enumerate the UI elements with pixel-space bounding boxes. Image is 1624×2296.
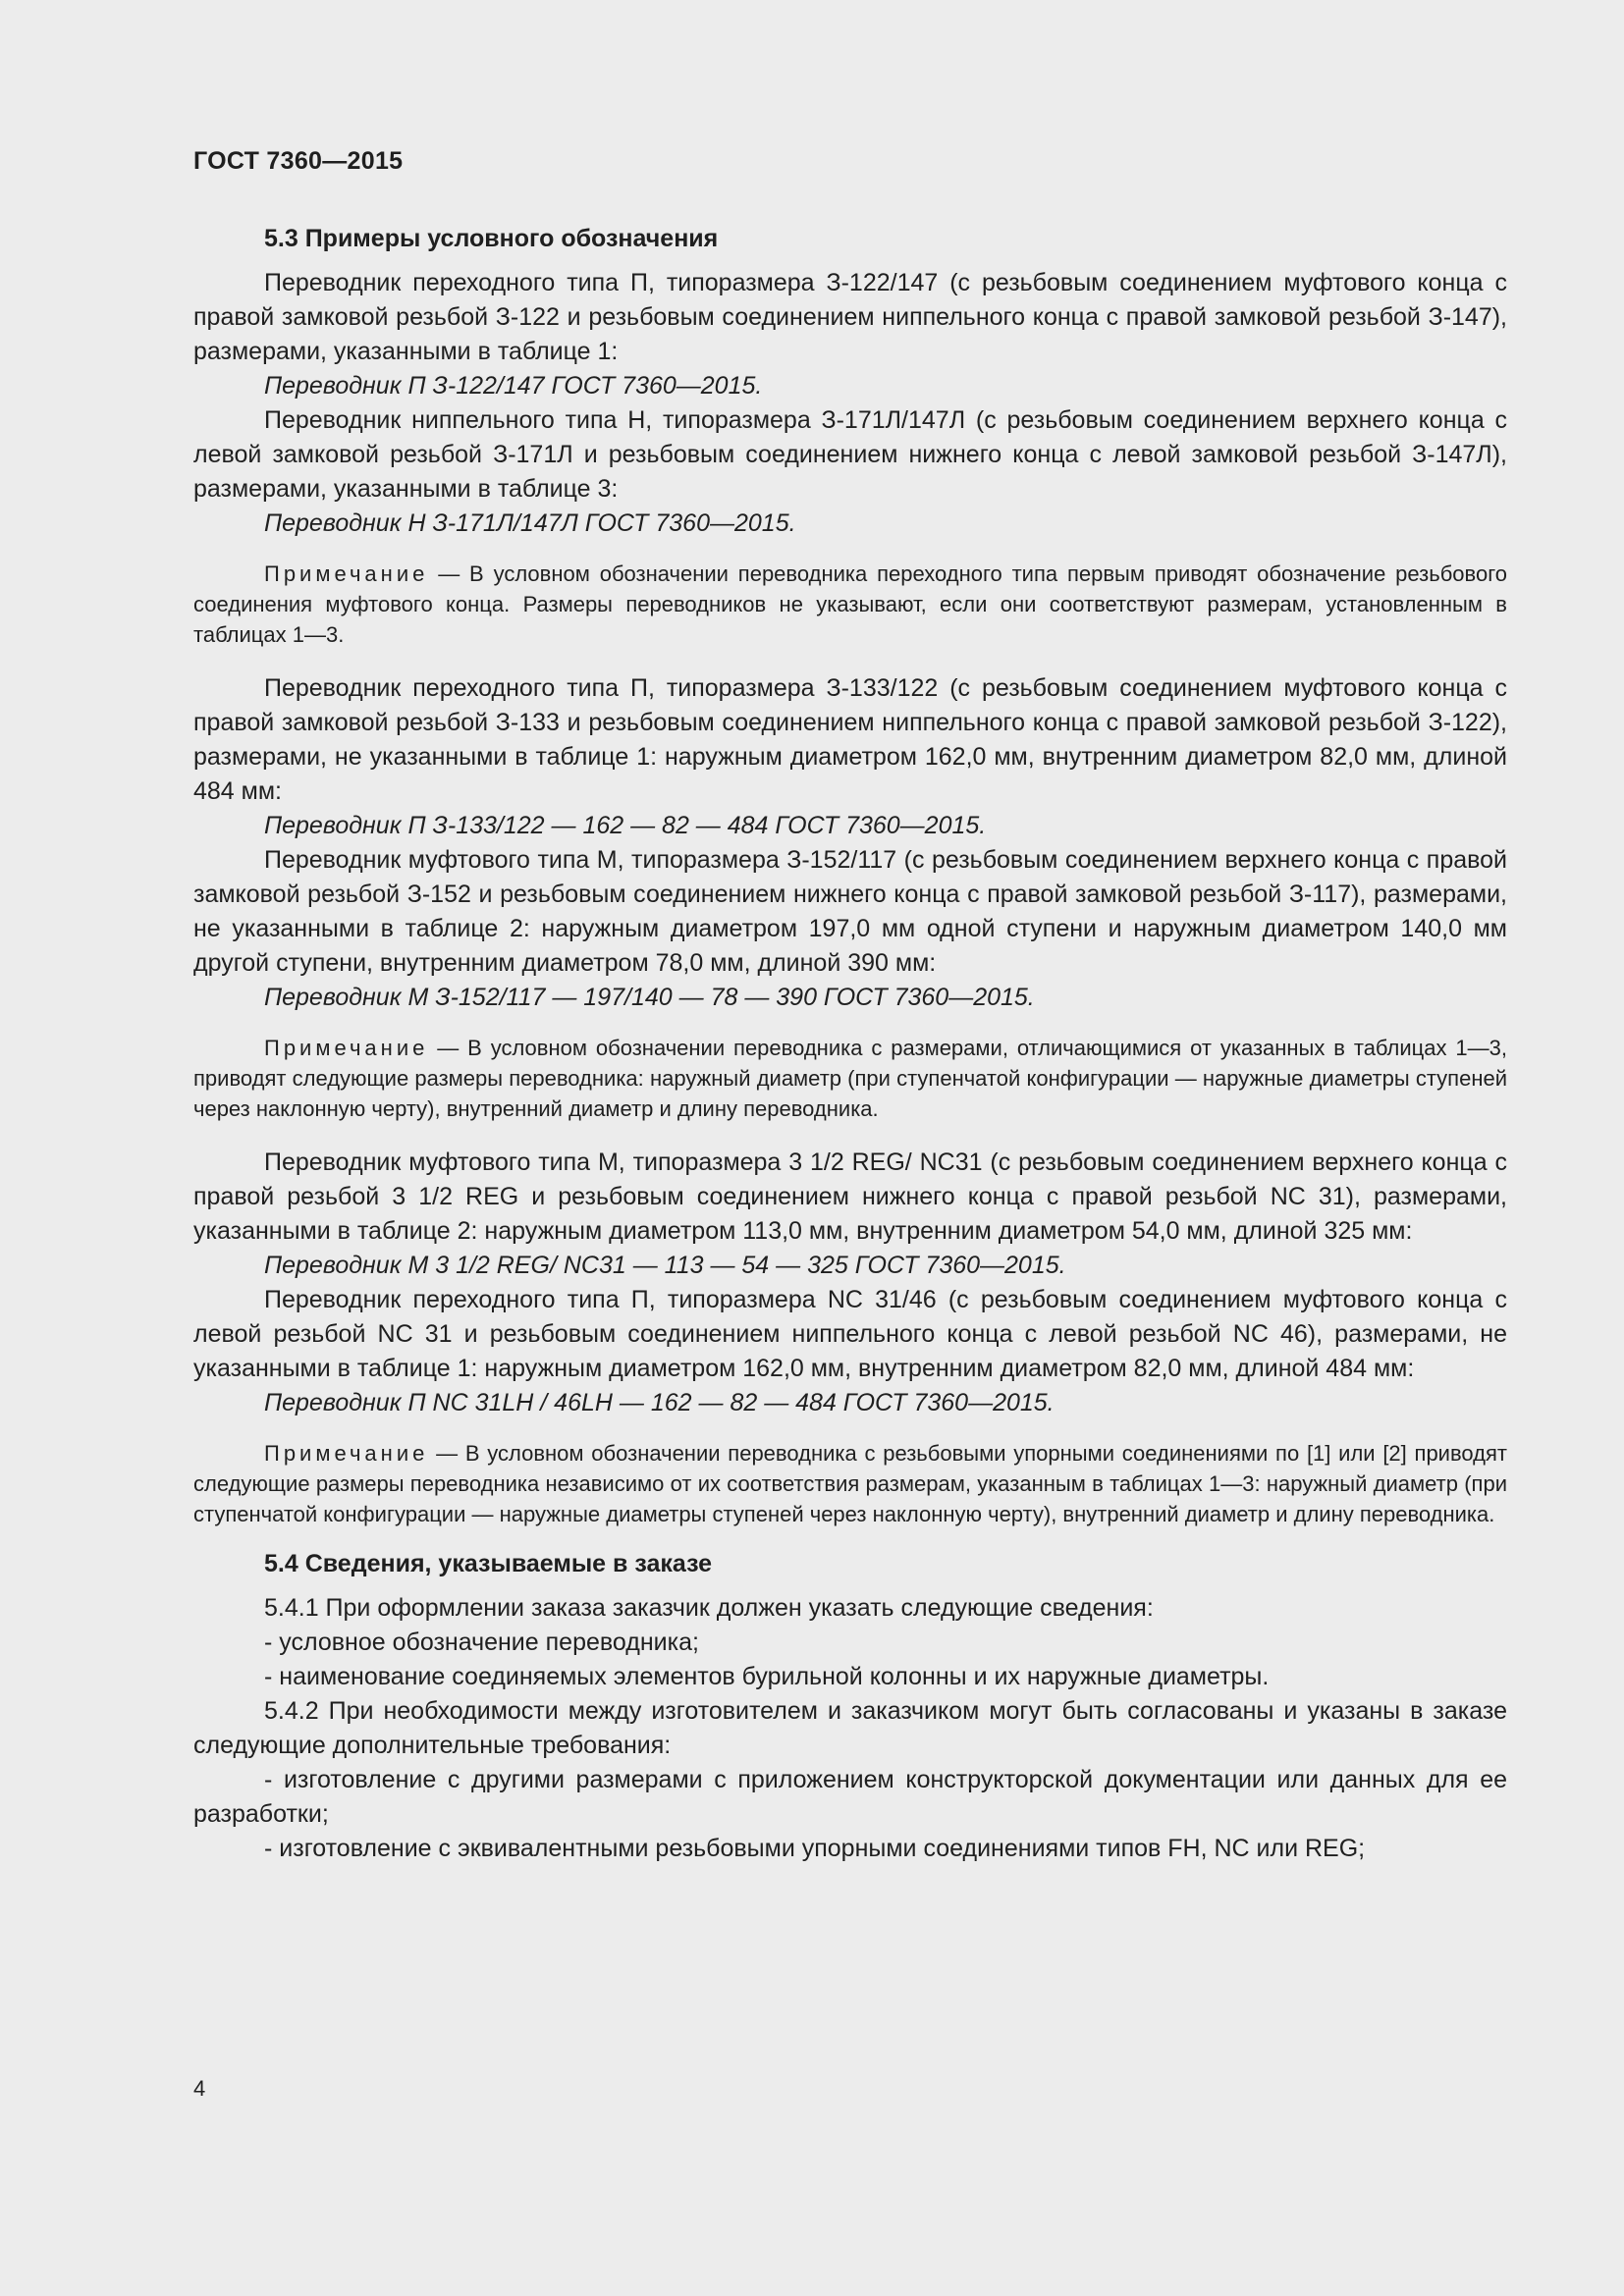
list-item: - условное обозначение переводника; bbox=[264, 1629, 699, 1656]
designation-example: Переводник М З-152/117 — 197/140 — 78 — 390 ГОСТ 7360—2015. bbox=[264, 984, 1035, 1011]
paragraph: Переводник муфтового типа М, типоразмера 3 1/2 REG/ NC31 (с резьбовым соединением верхнего конца с правой резьбой 3 1/2 REG и резьбовым соединением нижнего конца с правой резьбой NC 31), размерами, указанными в таблице 2: наружным диаметром 113,0 мм, внутренним диаметром 54,0 мм, длиной 325 мм: bbox=[193, 1148, 1507, 1245]
note-1 bbox=[193, 559, 1507, 650]
note-text: — В условном обозначении переводника с размерами, отличающимися от указанных в таблицах 1—3, приводят следующие размеры переводника: наружный диаметр (при ступенчатой конфигурации — наружные диаметры ступеней через наклонную черту), внутренний диаметр и длину переводника. bbox=[193, 1036, 1507, 1121]
paragraph: 5.4.2 При необходимости между изготовителем и заказчиком могут быть согласованы и указаны в заказе следующие дополнительные требования: bbox=[193, 1697, 1507, 1759]
note-label: Примечание bbox=[264, 561, 429, 586]
document-code: ГОСТ 7360—2015 bbox=[193, 147, 404, 175]
page-number: 4 bbox=[193, 2076, 206, 2101]
note-label: Примечание bbox=[264, 1441, 429, 1466]
paragraph: Переводник ниппельного типа Н, типоразмера З-171Л/147Л (с резьбовым соединением верхнего конца с левой замковой резьбой З-171Л и резьбовым соединением нижнего конца с левой замковой резьбой З-147Л), размерами, указанными в таблице 3: bbox=[193, 406, 1507, 503]
designation-example: Переводник П З-133/122 — 162 — 82 — 484 ГОСТ 7360—2015. bbox=[264, 812, 987, 839]
note-label: Примечание bbox=[264, 1036, 429, 1060]
paragraph: Переводник переходного типа П, типоразмера З-122/147 (с резьбовым соединением муфтового конца с правой замковой резьбой З-122 и резьбовым соединением ниппельного конца с правой замковой резьбой З-147), размерами, указанными в таблице 1: bbox=[193, 269, 1507, 365]
paragraph: Переводник переходного типа П, типоразмера NC 31/46 (с резьбовым соединением муфтового конца с левой резьбой NC 31 и резьбовым соединением ниппельного конца с левой резьбой NC 46), размерами, не указанными в таблице 1: наружным диаметром 162,0 мм, внутренним диаметром 82,0 мм, длиной 484 мм: bbox=[193, 1286, 1507, 1382]
section-heading-5-3: 5.3 Примеры условного обозначения bbox=[264, 225, 719, 252]
list-item: - изготовление с другими размерами с приложением конструкторской документации или данных для ее разработки; bbox=[193, 1766, 1507, 1828]
page-content bbox=[193, 222, 1507, 1866]
designation-example: Переводник М 3 1/2 REG/ NC31 — 113 — 54 — 325 ГОСТ 7360—2015. bbox=[264, 1252, 1066, 1279]
note-text: — В условном обозначении переводника переходного типа первым приводят обозначение резьбового соединения муфтового конца. Размеры переводников не указывают, если они соответствуют размерам, установленным в таблицах 1—3. bbox=[193, 561, 1507, 647]
note-text: — В условном обозначении переводника с резьбовыми упорными соединениями по [1] или [2] приводят следующие размеры переводника независимо от их соответствия размерам, указанным в таблицах 1—3: наружный диаметр (при ступенчатой конфигурации — наружные диаметры ступеней через наклонную черту), внутренний диаметр и длину переводника. bbox=[193, 1441, 1507, 1526]
list-item: - изготовление с эквивалентными резьбовыми упорными соединениями типов FH, NC или REG; bbox=[264, 1835, 1366, 1862]
list-item: - наименование соединяемых элементов бурильной колонны и их наружные диаметры. bbox=[264, 1663, 1270, 1690]
paragraph: 5.4.1 При оформлении заказа заказчик должен указать следующие сведения: bbox=[264, 1594, 1154, 1622]
note-2 bbox=[193, 1033, 1507, 1124]
designation-example: Переводник П З-122/147 ГОСТ 7360—2015. bbox=[264, 372, 763, 400]
designation-example: Переводник П NC 31LH / 46LH — 162 — 82 — 484 ГОСТ 7360—2015. bbox=[264, 1389, 1055, 1416]
section-heading-5-4: 5.4 Сведения, указываемые в заказе bbox=[264, 1550, 713, 1577]
paragraph: Переводник переходного типа П, типоразмера З-133/122 (с резьбовым соединением муфтового конца с правой замковой резьбой З-133 и резьбовым соединением ниппельного конца с правой замковой резьбой З-122), размерами, не указанными в таблице 1: наружным диаметром 162,0 мм, внутренним диаметром 82,0 мм, длиной 484 мм: bbox=[193, 674, 1507, 805]
note-3 bbox=[193, 1438, 1507, 1529]
designation-example: Переводник Н З-171Л/147Л ГОСТ 7360—2015. bbox=[264, 509, 796, 537]
paragraph: Переводник муфтового типа М, типоразмера З-152/117 (с резьбовым соединением верхнего конца с правой замковой резьбой З-152 и резьбовым соединением нижнего конца с правой замковой резьбой З-117), размерами, не указанными в таблице 2: наружным диаметром 197,0 мм одной ступени и наружным диаметром 140,0 мм другой ступени, внутренним диаметром 78,0 мм, длиной 390 мм: bbox=[193, 846, 1507, 977]
